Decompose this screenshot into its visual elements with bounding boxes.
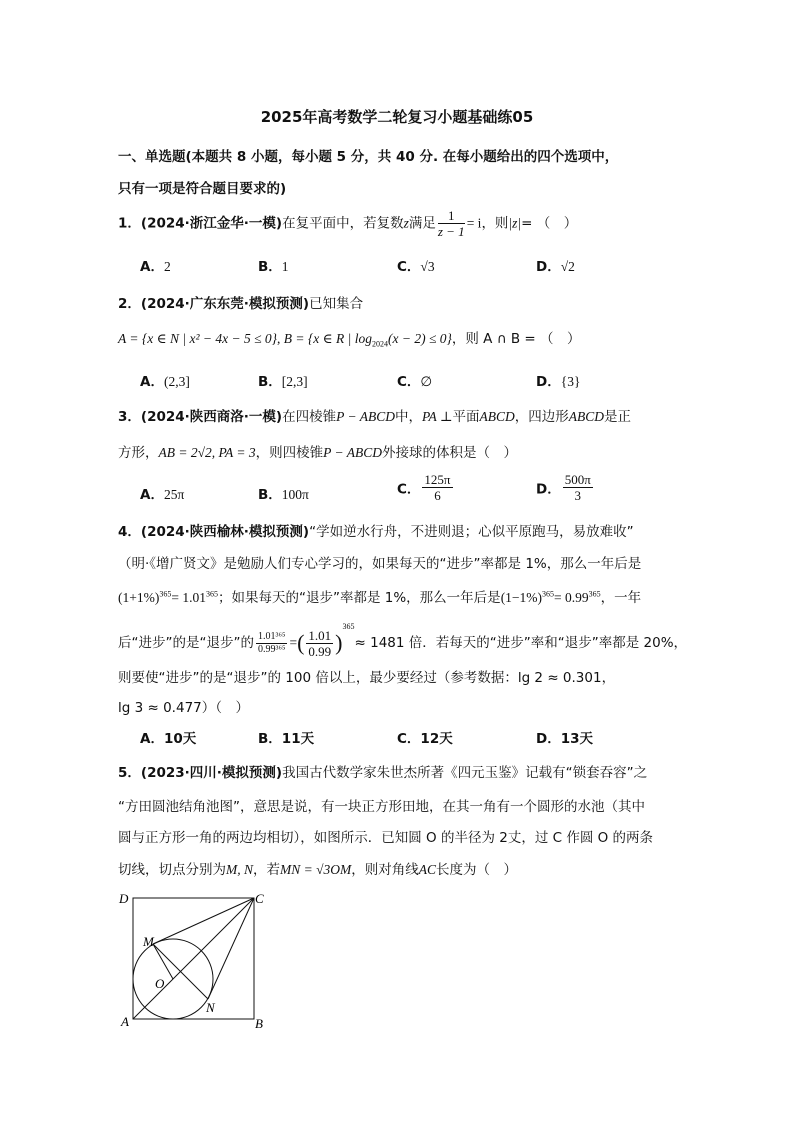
question-1-stem: 1．(2024·浙江金华·一模)在复平面中，若复数z满足 $\frac{1}{z - 1}$ = i，则|z|= （ ） [118, 208, 578, 239]
question-4-line5: 则要使“进步”的是“退步”的 100 倍以上，最少要经过（参考数据：lg 2 ≈ 0.301， [118, 670, 616, 686]
question-2-stem: 2．(2024·广东东莞·模拟预测)已知集合 [118, 296, 364, 312]
label-d: D [119, 891, 129, 906]
label-a: A [121, 1014, 129, 1029]
option-a[interactable]: A．(2,3] [140, 374, 190, 390]
option-b[interactable]: B．100π [258, 487, 309, 503]
section-heading-line1: 一、单选题(本题共 8 小题，每小题 5 分，共 40 分. 在每小题给出的四个选项中， [118, 149, 619, 165]
option-d[interactable]: D． $\frac{500\pi}{3}$ [536, 472, 591, 503]
option-a[interactable]: A．2 [140, 259, 171, 275]
question-number: 1． [118, 215, 141, 232]
option-c[interactable]: C．∅ [397, 374, 433, 390]
option-b[interactable]: B．[2,3] [258, 374, 308, 390]
label-m: M [143, 934, 154, 949]
question-source: (2024·浙江金华·一模) [140, 215, 283, 232]
question-4-line2: （明·《增广贤文》是勉励人们专心学习的，如果每天的“进步”率都是 1%，那么一年后是 [118, 556, 642, 572]
question-3-stem-line2: 方形，AB = 2√2, PA = 3，则四棱锥P − ABCD外接球的体积是（ ） [118, 445, 518, 461]
question-4-line4: 后“进步”的是“退步”的 $\frac{\text{1.01³⁶⁵}}{\text{0.99³⁶⁵}}$ =( $\frac{1.01}{0.99}$ )$^{365}$≈ 1481 倍．若每天的“进步”率和“退步”率都是 20%， [118, 622, 688, 659]
question-source: (2024·陕西商洛·一模) [140, 409, 283, 425]
option-a[interactable]: A．25π [140, 487, 185, 503]
option-b[interactable]: B．11天 [258, 731, 315, 747]
question-source: (2024·广东东莞·模拟预测) [140, 296, 310, 312]
tangent-cn [208, 898, 254, 999]
question-5-line2: “方田圆池结角池图”，意思是说，有一块正方形田地，在其一角有一个圆形的水池（其中 [118, 799, 645, 815]
question-5-line1: 5．(2023·四川·模拟预测)我国古代数学家朱世杰所著《四元玉鉴》记载有“锁套吞容”之 [118, 765, 648, 781]
question-2-sets: A = {x ∈ N | x² − 4x − 5 ≤ 0}, B = {x ∈ R | $\log_{2024}(x - 2) \le 0$}，则 A ∩ B = （ ） [118, 331, 581, 349]
square-circle-figure [112, 888, 282, 1033]
fraction: $\frac{1}{z - 1}$ [437, 208, 465, 239]
question-4-line6: lg 3 ≈ 0.477）（ ） [118, 700, 249, 716]
question-source: (2023·四川·模拟预测) [140, 765, 283, 781]
option-d[interactable]: D．13天 [536, 731, 594, 747]
question-source: (2024·陕西榆林·模拟预测) [140, 524, 310, 540]
option-d[interactable]: D．{3} [536, 374, 581, 390]
question-number: 5． [118, 765, 141, 781]
page-title: 2025年高考数学二轮复习小题基础练05 [260, 108, 534, 126]
question-4-line3: $(1+1\%)^{365}= 1.01^{365}$；如果每天的“退步”率都是 1%，那么一年后是$(1-1\%)^{365}= 0.99^{365}$，一年 [118, 589, 642, 606]
option-d[interactable]: D．√2 [536, 259, 575, 275]
question-4-line1: 4．(2024·陕西榆林·模拟预测)“学如逆水行舟，不进则退；心似平原跑马，易放难收” [118, 524, 634, 540]
option-a[interactable]: A．10天 [140, 731, 197, 747]
label-b: B [255, 1016, 263, 1031]
label-n: N [206, 1000, 215, 1015]
question-number: 4． [118, 524, 141, 540]
question-3-stem-line1: 3．(2024·陕西商洛·一模)在四棱锥P − ABCD中，PA ⊥平面ABCD，四边形ABCD是正 [118, 409, 632, 425]
option-c[interactable]: C．12天 [397, 731, 453, 747]
tangent-cm [153, 898, 254, 944]
label-c: C [255, 891, 264, 906]
diagonal-ac [133, 898, 254, 1019]
question-number: 2． [118, 296, 141, 312]
option-c[interactable]: C． $\frac{125\pi}{6}$ [397, 472, 451, 503]
question-5-line4: 切线，切点分别为M, N，若MN = √3OM，则对角线AC长度为（ ） [118, 862, 518, 878]
question-5-line3: 圆与正方形一角的两边均相切），如图所示．已知圆 O 的半径为 2丈，过 C 作圆 O 的两条 [118, 830, 654, 846]
label-o: O [155, 976, 165, 991]
option-c[interactable]: C．√3 [397, 259, 435, 275]
question-number: 3． [118, 409, 141, 425]
section-heading-line2: 只有一项是符合题目要求的) [118, 181, 287, 197]
option-b[interactable]: B．1 [258, 259, 289, 275]
